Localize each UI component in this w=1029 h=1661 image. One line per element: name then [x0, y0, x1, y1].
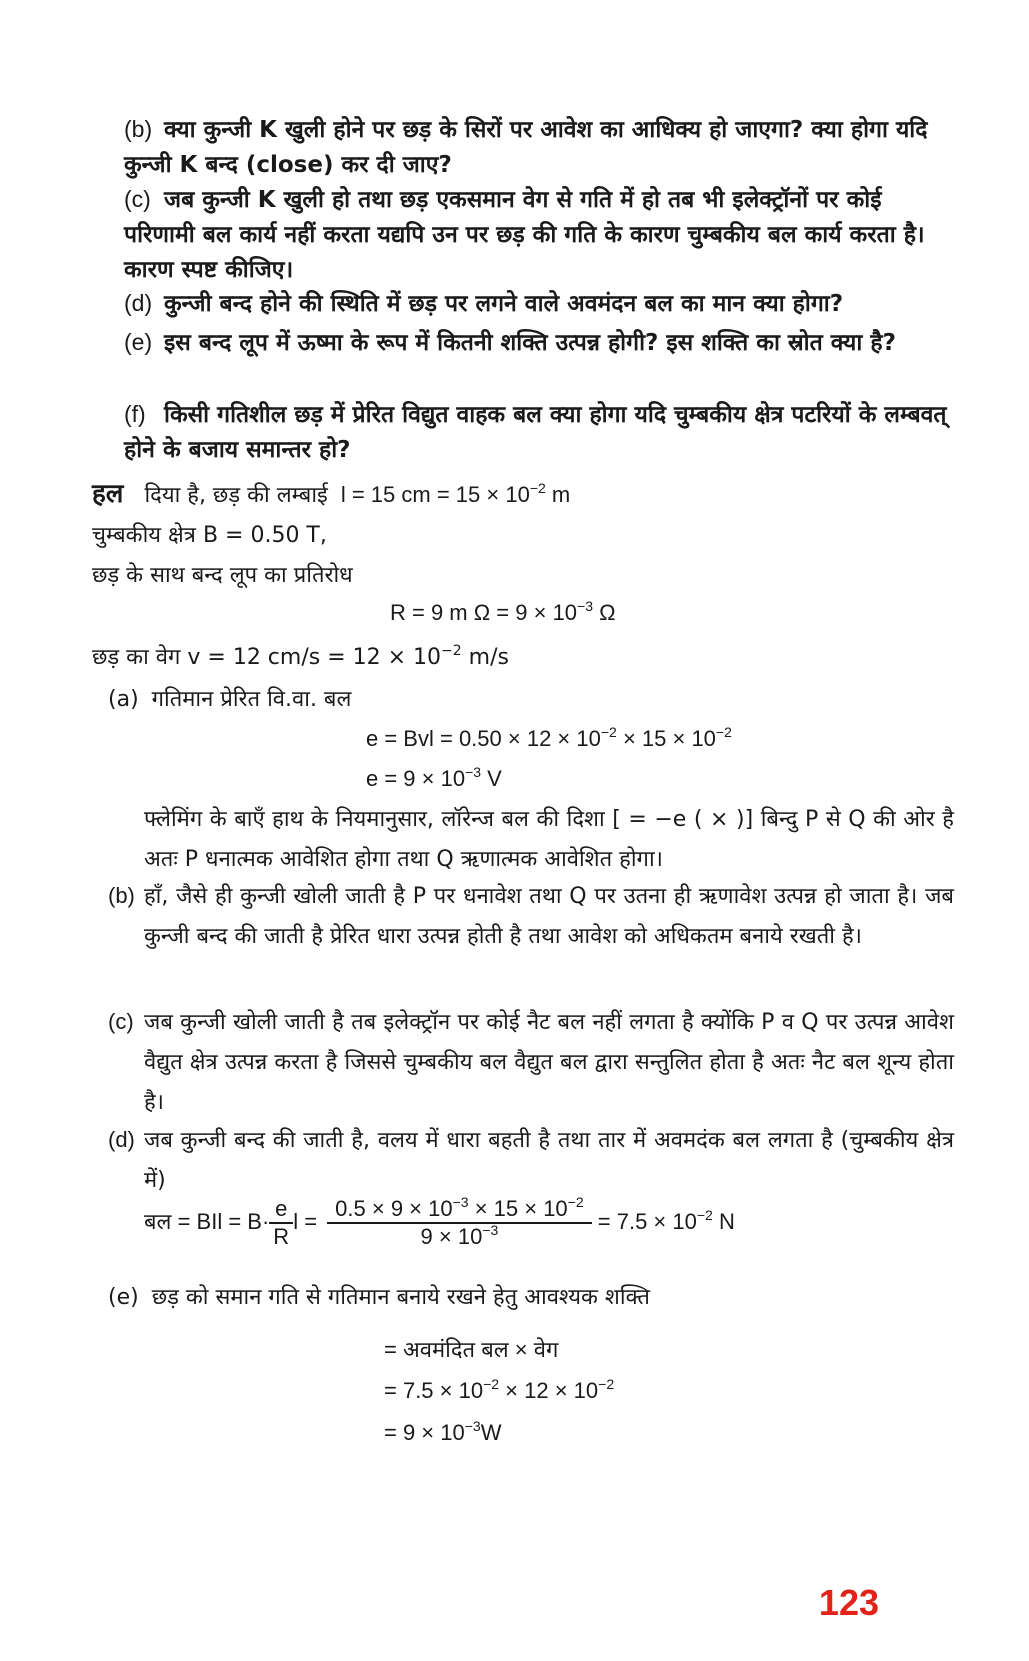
solution-heading: हल [92, 479, 124, 509]
emf-result: $e = 9 \times 10^{-3}$ V [366, 764, 502, 791]
answer-label: (c) [108, 1009, 134, 1034]
answer-e-text: छड़ को समान गति से गतिमान बनाये रखने हेतु आवश्यक शक्ति [151, 1285, 650, 1310]
force-fraction: $\frac{0.5 \times 9 \times 10^{-3} \times 15 \times 10^{-2}}{9 \times 10^{-3}}$ [327, 1196, 591, 1250]
answer-label: (b) [108, 883, 135, 908]
power-line-2: = $7.5 \times 10^{-2} \times 12 \times 10^{-2}$ [384, 1376, 615, 1403]
question-label: (d) [124, 290, 153, 316]
answer-b [108, 876, 954, 957]
resistance-equation: R = 9 m $\Omega = 9 \times 10^{-3}$ Ω [390, 598, 616, 625]
answer-a-heading [108, 684, 351, 716]
magnetic-field-line: चुम्बकीय क्षेत्र B = 0.50 T, [92, 523, 327, 548]
question-text: क्या कुन्जी K खुली होने पर छड़ के सिरों पर आवेश का आधिक्य हो जाएगा? क्या होगा यदि कुन्जी K बन्द (close) कर दी जाए? [124, 117, 928, 178]
question-d [124, 286, 954, 322]
question-text: कुन्जी बन्द होने की स्थिति में छड़ पर लगने वाले अवमंदन बल का मान क्या होगा? [164, 291, 844, 317]
e-over-r-fraction: $\frac{e}{R}$ [269, 1196, 293, 1250]
power-line-1: = अवमंदित बल × वेग [384, 1337, 559, 1362]
question-text: किसी गतिशील छड़ में प्रेरित विद्युत वाहक बल क्या होगा यदि चुम्बकीय क्षेत्र पटरियों के लम्बवत् होने के बजाय समान्तर हो? [124, 402, 947, 463]
answer-c [108, 1002, 954, 1123]
length-equation: l = 15 cm = $15 \times 10^{-2}$ m [340, 480, 571, 507]
answer-label: (e) [108, 1285, 139, 1310]
answer-c-text: जब कुन्जी खोली जाती है तब इलेक्ट्रॉन पर कोई नैट बल नहीं लगता है क्योंकि P व Q पर उत्पन्न आवेश वैद्युत क्षेत्र उत्पन्न करता है जिससे चुम्बकीय बल वैद्युत बल द्वारा सन्तुलित होता है अतः नैट बल शून्य होता है। [144, 1010, 954, 1115]
resistance-label: छड़ के साथ बन्द लूप का प्रतिरोध [92, 563, 353, 588]
question-text: जब कुन्जी K खुली हो तथा छड़ एकसमान वेग से गति में हो तब भी इलेक्ट्रॉनों पर कोई परिणामी बल कार्य नहीं करता यद्यपि उन पर छड़ की गति के कारण चुम्बकीय बल कार्य करता है। कारण स्पष्ट कीजिए। [124, 187, 925, 283]
question-label: (e) [124, 329, 153, 355]
velocity-line: छड़ का वेग v = 12 $cm/s = 12 \times 10^{-2}$ m/s [92, 643, 509, 670]
power-line-3: = $9 \times 10^{-3}W$ [384, 1418, 502, 1445]
page-number: 123 [818, 1582, 879, 1623]
question-c [124, 182, 954, 288]
answer-b-text: हाँ, जैसे ही कुन्जी खोली जाती है P पर धनावेश तथा Q पर उतना ही ऋणावेश उत्पन्न हो जाता है। जब कुन्जी बन्द की जाती है प्रेरित धारा उत्पन्न होती है तथा आवेश को अधिकतम बनाये रखती है। [144, 884, 954, 949]
question-text: इस बन्द लूप में ऊष्मा के रूप में कितनी शक्ति उत्पन्न होगी? इस शक्ति का स्रोत क्या है? [164, 330, 896, 356]
question-label: (b) [124, 116, 153, 142]
answer-label: (a) [108, 687, 139, 712]
question-e [124, 325, 954, 361]
answer-label: (d) [108, 1127, 135, 1152]
damping-force-equation: बल = BIl = B· $\frac{e}{R}$ l = $\frac{0.5 \times 9 \times 10^{-3} \times 15 \times 10^{-2}}{9 \times 10^{-3}}$ = $7.5 \times 10^{-2}$ N [144, 1194, 735, 1249]
answer-a-text: गतिमान प्रेरित वि.वा. बल [151, 687, 352, 712]
question-b [124, 112, 954, 183]
answer-e-heading [108, 1282, 650, 1314]
question-label: (c) [124, 186, 151, 212]
question-f [124, 397, 954, 468]
answer-d-text: जब कुन्जी बन्द की जाती है, वलय में धारा बहती है तथा तार में अवमदंक बल लगता है (चुम्बकीय क्षेत्र में) [144, 1128, 954, 1193]
question-label: (f) [124, 401, 146, 427]
emf-equation: e = Bvl = $0.50 \times 12 \times 10^{-2} \times 15 \times 10^{-2}$ [366, 724, 732, 751]
answer-a-paragraph: फ्लेमिंग के बाएँ हाथ के नियमानुसार, लॉरेन्ज बल की दिशा [ = −e ( × )] बिन्दु P से Q की ओर है अतः P धनात्मक आवेशित होगा तथा Q ऋणात्मक आवेशित होगा। [144, 807, 954, 872]
given-text: दिया है, छड़ की लम्बाई [144, 483, 328, 508]
solution-given-line [92, 478, 570, 512]
answer-d [108, 1120, 954, 1201]
